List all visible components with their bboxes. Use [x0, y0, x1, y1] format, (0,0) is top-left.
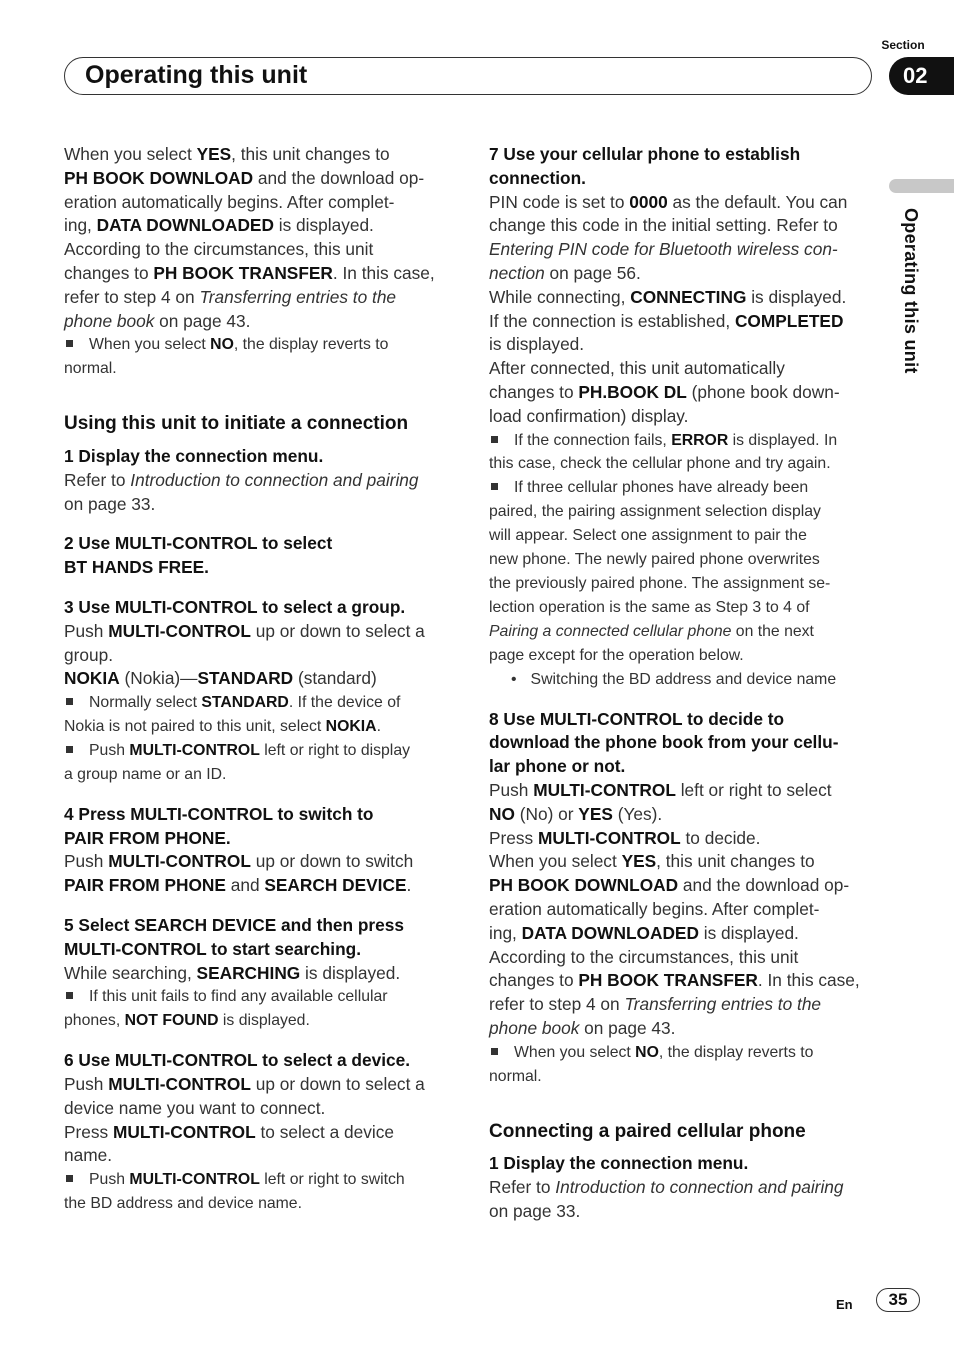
square-bullet-icon [491, 436, 498, 443]
note: If this unit fails to find any available cellular phones, NOT FOUND is displayed. [64, 988, 388, 1030]
step-title: 3 Use MULTI-CONTROL to select a group. [64, 596, 406, 617]
note: When you select NO, the display reverts to normal. [489, 1043, 814, 1085]
bullet-item: • Switching the BD address and device name [489, 668, 884, 692]
square-bullet-icon [491, 1048, 498, 1055]
language-label: En [836, 1297, 853, 1312]
paragraph: PIN code is set to 0000 as the default. You can change this code in the initial setting. Refer to Entering PIN code for Bluetooth wireless con- nection on page 56. While connecting, CONNECTING is displayed. If the connection is established, COMPLETED is displayed. After connected, this unit automatically changes to PH.BOOK DL (phone book down- load confirmation) display. [489, 191, 848, 426]
side-tab-text: Operating this unit [901, 208, 921, 374]
paragraph: When you select YES, this unit changes to PH BOOK DOWNLOAD and the download op- eration automatically begins. After complet- ing, DATA DOWNLOADED is displayed. According to the circumstances, this unit changes to PH BOOK TRANSFER. In this case, refer to step 4 on Transferring entries to the phone book on page 43. [64, 144, 435, 331]
square-bullet-icon [66, 698, 73, 705]
step-title: 7 Use your cellular phone to establish connection. [489, 144, 801, 188]
left-column [64, 143, 459, 1216]
subheading: Connecting a paired cellular phone [489, 1120, 806, 1142]
side-tab-marker [889, 179, 954, 193]
right-column [489, 143, 884, 1224]
square-bullet-icon [66, 746, 73, 753]
square-bullet-icon [66, 992, 73, 999]
paragraph: Push MULTI-CONTROL up or down to switch PAIR FROM PHONE and SEARCH DEVICE. [64, 851, 414, 896]
page-title: Operating this unit [85, 61, 308, 89]
note: Normally select STANDARD. If the device of Nokia is not paired to this unit, select NOKIA. [64, 694, 401, 736]
step-title: 2 Use MULTI-CONTROL to select BT HANDS FREE. [64, 533, 333, 578]
title-box [64, 57, 872, 95]
square-bullet-icon [491, 483, 498, 490]
paragraph: Refer to Introduction to connection and pairing on page 33. [489, 1177, 844, 1221]
paragraph: Refer to Introduction to connection and pairing on page 33. [64, 469, 419, 514]
subheading: Using this unit to initiate a connection [64, 413, 409, 435]
note: Push MULTI-CONTROL left or right to switch the BD address and device name. [64, 1171, 405, 1213]
note: Push MULTI-CONTROL left or right to display a group name or an ID. [64, 741, 410, 783]
note: When you select NO, the display reverts to normal. [64, 336, 389, 378]
step-title: 1 Display the connection menu. [489, 1153, 749, 1174]
step-title: 8 Use MULTI-CONTROL to decide to download the phone book from your cellu- lar phone or not. [489, 708, 839, 777]
note: If three cellular phones have already been paired, the pairing assignment selection display will appear. Select one assignment to pair the new phone. The newly paired phone overwrites the previously paired phone. The assignment se- lection operation is the same as Step 3 to 4 of Pairing a connected cellular phone on the next page except for the operation below. [489, 479, 831, 664]
note: If the connection fails, ERROR is displayed. In this case, check the cellular phone and try again. [489, 431, 838, 473]
step-title: 4 Press MULTI-CONTROL to switch to PAIR FROM PHONE. [64, 803, 374, 848]
step-title: 6 Use MULTI-CONTROL to select a device. [64, 1050, 411, 1071]
paragraph: Push MULTI-CONTROL up or down to select a group. NOKIA (Nokia)—STANDARD (standard) [64, 620, 425, 689]
square-bullet-icon [66, 1175, 73, 1182]
paragraph: While searching, SEARCHING is displayed. [64, 962, 401, 983]
page-number: 35 [876, 1288, 920, 1312]
section-label: Section [881, 38, 925, 52]
section-number-badge: 02 [889, 57, 954, 95]
step-title: 1 Display the connection menu. [64, 445, 324, 466]
paragraph: Push MULTI-CONTROL up or down to select a device name you want to connect. Press MULTI-CONTROL to select a device name. [64, 1073, 425, 1166]
step-title: 5 Select SEARCH DEVICE and then press MULTI-CONTROL to start searching. [64, 914, 404, 959]
square-bullet-icon [66, 340, 73, 347]
paragraph: Push MULTI-CONTROL left or right to select NO (No) or YES (Yes). Press MULTI-CONTROL to decide. When you select YES, this unit changes to PH BOOK DOWNLOAD and the download op- eration automatically begins. After complet- ing, DATA DOWNLOADED is displayed. According to the circumstances, this unit changes to PH BOOK TRANSFER. In this case, refer to step 4 on Transferring entries to the phone book on page 43. [489, 779, 860, 1038]
